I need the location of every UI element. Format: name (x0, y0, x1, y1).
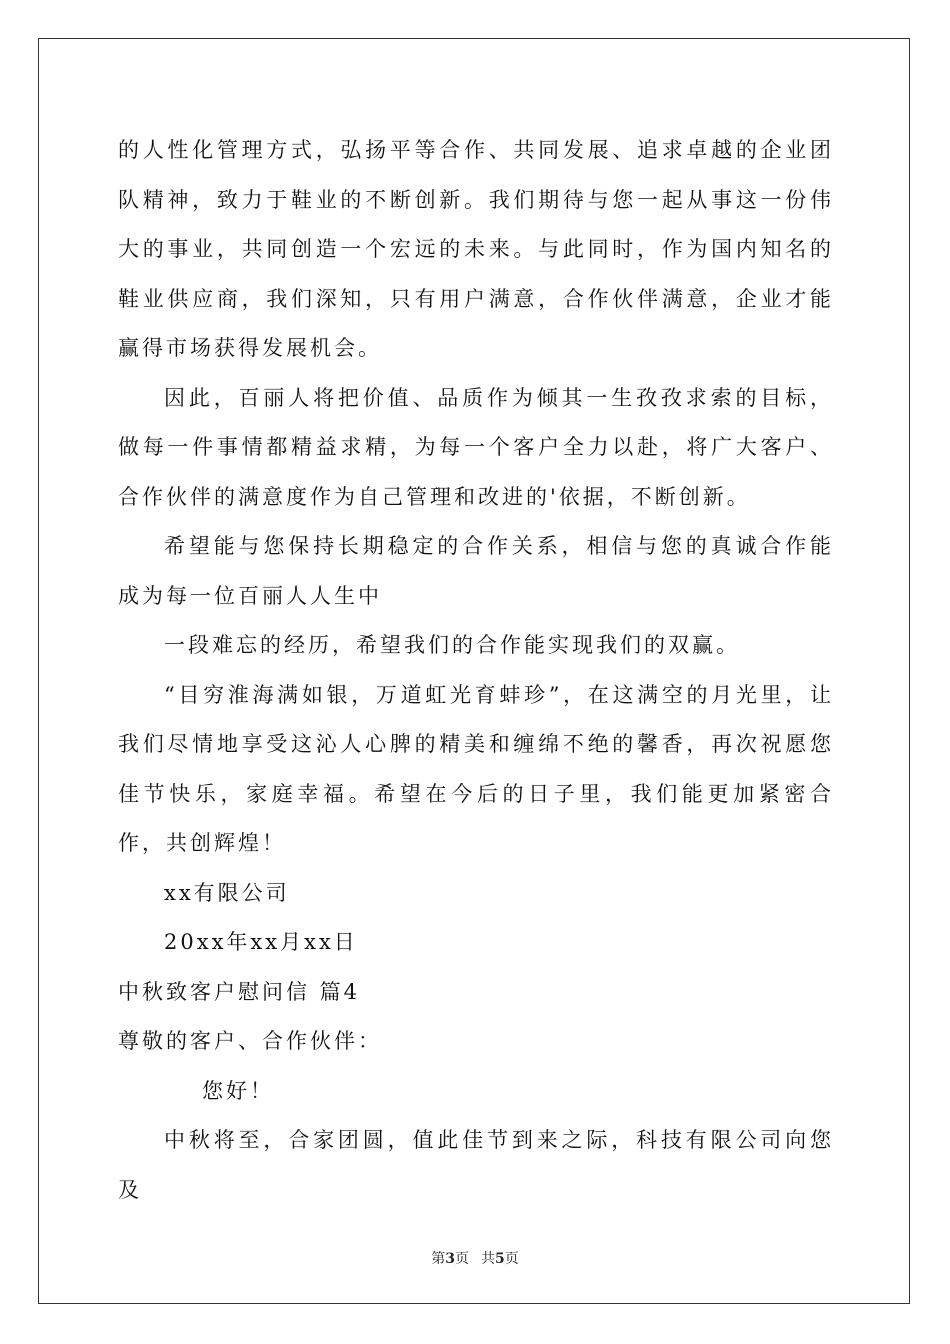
paragraph-values: 因此，百丽人将把价值、品质作为倾其一生孜孜求索的目标，做每一件事情都精益求精，为每一个客户全力以赴，将广大客户、合作伙伴的满意度作为自己管理和改进的'依据，不断创新。 (118, 385, 834, 509)
paragraph-mid-autumn-intro: 中秋将至，合家团圆，值此佳节到来之际，科技有限公司向您及 (118, 1128, 834, 1202)
page-current: 3 (445, 1251, 455, 1267)
paragraph-management: 的人性化管理方式，弘扬平等合作、共同发展、追求卓越的企业团队精神，致力于鞋业的不断创新。我们期待与您一起从事这一份伟大的事业，共同创造一个宏远的未来。与此同时，作为国内知名的鞋业供应商，我们深知，只有用户满意，合作伙伴满意，企业才能赢得市场获得发展机会。 (118, 138, 834, 360)
page-total: 5 (495, 1251, 505, 1267)
greeting: 您好！ (202, 1078, 274, 1103)
page-footer (0, 1248, 950, 1268)
paragraph-memorable-experience: 一段难忘的经历，希望我们的合作能实现我们的双赢。 (164, 633, 740, 657)
section-title: 中秋致客户慰问信 篇4 (118, 979, 361, 1004)
page-suffix: 页 (455, 1251, 469, 1267)
paragraph-cooperation-hope: 希望能与您保持长期稳定的合作关系，相信与您的真诚合作能成为每一位百丽人人生中 (118, 534, 834, 608)
signature-company: xx有限公司 (164, 880, 290, 905)
salutation: 尊敬的客户、合作伙伴： (118, 1029, 382, 1053)
paragraph-festival-wishes: “目穷淮海满如银，万道虹光育蚌珍”，在这满空的月光里，让我们尽情地享受这沁人心脾的精美和缠绵不绝的馨香，再次祝愿您佳节快乐，家庭幸福。希望在今后的日子里，我们能更加紧密合作，共创辉煌！ (118, 682, 834, 855)
document-body (118, 126, 834, 1215)
total-suffix: 页 (504, 1251, 519, 1267)
total-prefix: 共 (481, 1251, 495, 1267)
signature-date: 20xx年xx月xx日 (164, 930, 358, 954)
page-prefix: 第 (431, 1251, 446, 1267)
